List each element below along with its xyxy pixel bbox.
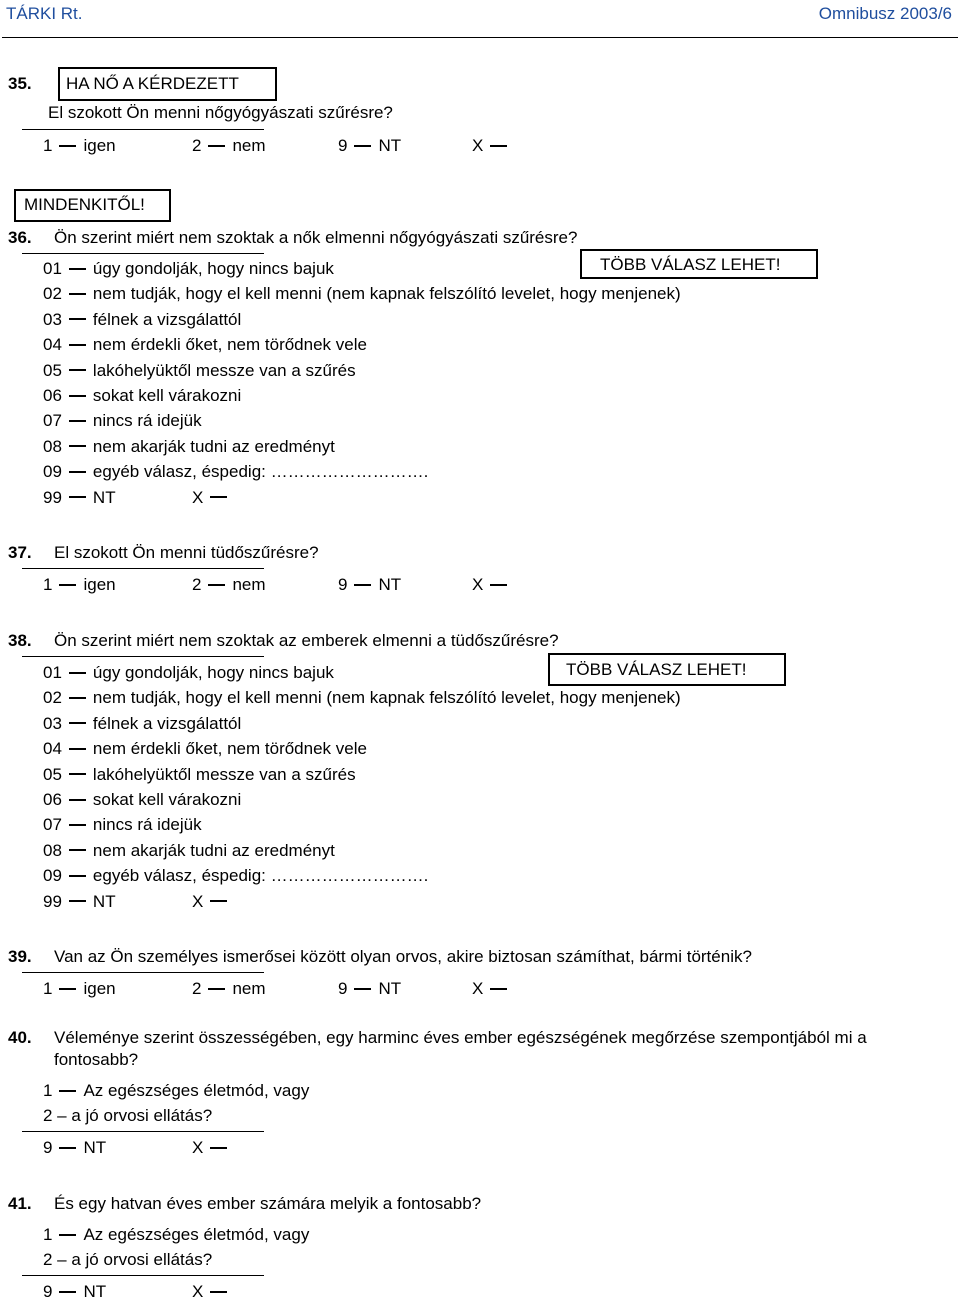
q38-option-label: félnek a vizsgálattól [92,713,242,733]
q41-rule [22,1275,264,1276]
q38-multi-note: TÖBB VÁLASZ LEHET! [566,660,747,679]
q37-opt-9-code: 9 [338,575,348,594]
q40-question-line2: fontosabb? [54,1050,139,1069]
dash [69,344,86,346]
q35-opt-x-code: X [472,136,484,155]
q36-option-label: NT [92,487,116,507]
dash [59,1234,76,1236]
q39-opt-9-code: 9 [338,979,348,998]
q40-opt-1-code: 1 [43,1081,53,1100]
dash [69,445,86,447]
dash [354,988,371,990]
q36-option-04[interactable] [43,335,367,355]
dash [69,799,86,801]
q35-instruction: HA NŐ A KÉRDEZETT [66,74,239,93]
q36-option-03[interactable] [43,310,241,330]
q39-question: Van az Ön személyes ismerősei között olyan orvos, akire biztosan számíthat, bármi történik? [54,947,752,966]
q37-opt-x[interactable] [472,575,514,595]
q36-option-07[interactable] [43,411,202,431]
dash [210,496,227,498]
q38-option-label: nem akarják tudni az eredményt [92,840,335,860]
q35-rule [22,129,264,130]
dash [69,773,86,775]
q37-opt-1-code: 1 [43,575,53,594]
q36-option-code: 09 [43,462,62,482]
q36-question: Ön szerint miért nem szoktak a nők elmenni nőgyógyászati szűrésre? [54,228,578,247]
q36-option-code: 06 [43,386,62,405]
q36-option-code: 02 [43,284,62,304]
q41-opt-1-label: Az egészséges életmód, vagy [83,1225,310,1244]
q35-opt-2-code: 2 [192,136,202,155]
q38-option-08[interactable] [43,841,335,861]
q38-option-06[interactable] [43,790,241,810]
q37-opt-1[interactable] [43,575,116,595]
dash [208,145,225,147]
dash [69,900,86,902]
q38-option-code: 04 [43,739,62,759]
dash [69,369,86,371]
q41-opt-2[interactable]: 2 – a jó orvosi ellátás? [43,1250,213,1269]
q35-opt-9-label: NT [378,136,402,155]
q39-opt-2-code: 2 [192,979,202,998]
q36-option-09[interactable] [43,462,428,482]
q36-instruction: MINDENKITŐL! [24,195,145,214]
q39-opt-1[interactable] [43,979,116,999]
q36-option-99[interactable] [43,488,116,508]
q41-opt-9-label: NT [83,1282,107,1301]
dash [210,1147,227,1149]
q38-question: Ön szerint miért nem szoktak az emberek elmenni a tüdőszűrésre? [54,631,559,650]
q37-opt-2-code: 2 [192,575,202,594]
q38-option-01[interactable] [43,663,334,683]
q36-option-label: egyéb válasz, éspedig: ………………………. [92,462,429,482]
q36-option-code: 04 [43,335,62,355]
q38-option-code: 03 [43,713,62,733]
q39-opt-1-label: igen [83,979,116,998]
q36-option-label: úgy gondolják, hogy nincs bajuk [92,259,334,278]
q37-opt-9-label: NT [378,575,402,594]
dash [210,900,227,902]
q41-opt-x-code: X [192,1282,204,1301]
q36-option-x[interactable] [192,488,234,508]
q36-option-code: 07 [43,411,62,431]
q40-opt-9-code: 9 [43,1138,53,1157]
q39-opt-x[interactable] [472,979,514,999]
q38-option-label: sokat kell várakozni [92,790,242,809]
q37-opt-2-label: nem [232,575,266,594]
q38-option-code: 07 [43,815,62,835]
q38-number: 38. [8,631,32,650]
q35-opt-x[interactable] [472,136,514,156]
q36-rule [22,253,264,254]
q37-opt-9[interactable] [338,575,401,595]
q41-opt-9-code: 9 [43,1282,53,1301]
q38-option-03[interactable] [43,714,241,734]
q36-option-06[interactable] [43,386,241,406]
dash [69,496,86,498]
dash [208,988,225,990]
q36-option-02[interactable] [43,284,681,304]
dash [490,988,507,990]
q38-option-code: 09 [43,866,62,886]
q40-opt-x-code: X [192,1138,204,1157]
dash [354,584,371,586]
q36-option-label: félnek a vizsgálattól [92,309,242,329]
q39-opt-9[interactable] [338,979,401,999]
q36-option-label: lakóhelyüktől messze van a szűrés [92,360,356,380]
q37-opt-x-code: X [472,575,484,594]
q38-option-code: 01 [43,663,62,682]
q40-opt-1-label: Az egészséges életmód, vagy [83,1081,310,1100]
q35-opt-1-label: igen [83,136,116,155]
q38-option-02[interactable] [43,688,681,708]
q38-option-code: 99 [43,891,62,911]
q39-opt-2-label: nem [232,979,266,998]
q36-option-label: nem tudják, hogy el kell menni (nem kapnak felszólító levelet, hogy menjenek) [92,284,681,304]
q38-option-05[interactable] [43,765,356,785]
q41-number: 41. [8,1194,32,1213]
q35-opt-9[interactable] [338,136,401,156]
q40-number: 40. [8,1028,32,1047]
q40-opt-1[interactable] [43,1081,309,1101]
q38-option-label: nincs rá idejük [92,815,202,835]
q36-number: 36. [8,228,32,247]
dash [69,748,86,750]
dash [210,1291,227,1293]
dash [69,849,86,851]
q38-option-99[interactable] [43,892,116,912]
q38-option-code: 02 [43,688,62,708]
q38-option-04[interactable] [43,739,367,759]
q39-rule [22,972,264,973]
dash [59,584,76,586]
q41-question: És egy hatvan éves ember számára melyik a fontosabb? [54,1194,482,1213]
q40-question-line1: Véleménye szerint összességében, egy harminc éves ember egészségének megőrzése szempontjából mi a [54,1028,867,1047]
q36-option-code: 01 [43,259,62,278]
q35-opt-9-code: 9 [338,136,348,155]
q36-option-label: sokat kell várakozni [92,386,242,405]
dash [69,875,86,877]
q41-opt-1-code: 1 [43,1225,53,1244]
q36-option-x-code: X [192,487,204,507]
q38-option-07[interactable] [43,815,202,835]
q36-option-code: 05 [43,360,62,380]
header-rule [2,37,958,38]
q40-opt-9-label: NT [83,1138,107,1157]
dash [59,145,76,147]
q37-opt-1-label: igen [83,575,116,594]
dash [69,824,86,826]
dash [59,988,76,990]
q36-option-05[interactable] [43,361,356,381]
q40-opt-2[interactable]: 2 – a jó orvosi ellátás? [43,1106,213,1125]
q39-opt-1-code: 1 [43,979,53,998]
q38-option-label: lakóhelyüktől messze van a szűrés [92,764,356,784]
q35-opt-2[interactable] [192,136,266,156]
q38-option-label: egyéb válasz, éspedig: ………………………. [92,866,429,886]
dash [69,420,86,422]
q38-option-label: nem érdekli őket, nem törődnek vele [92,739,367,759]
q39-opt-x-code: X [472,979,484,998]
dash [69,268,86,270]
q36-option-code: 03 [43,309,62,329]
header-right: Omnibusz 2003/6 [818,4,952,23]
header-left: TÁRKI Rt. [6,4,83,23]
q38-option-label: nem tudják, hogy el kell menni (nem kapnak felszólító levelet, hogy menjenek) [92,688,681,708]
dash [69,672,86,674]
q37-question: El szokott Ön menni tüdőszűrésre? [54,543,319,562]
q41-opt-x[interactable] [192,1282,234,1302]
dash [59,1147,76,1149]
q39-opt-9-label: NT [378,979,402,998]
q36-option-code: 99 [43,487,62,507]
q37-number: 37. [8,543,32,562]
q35-opt-1-code: 1 [43,136,53,155]
dash [59,1291,76,1293]
q36-option-label: nem akarják tudni az eredményt [92,436,335,456]
q38-option-x[interactable] [192,892,234,912]
q37-rule [22,568,264,569]
q36-option-01[interactable] [43,259,334,279]
dash [69,395,86,397]
q36-option-label: nincs rá idejük [92,411,202,431]
q38-option-x-code: X [192,891,204,911]
q35-opt-2-label: nem [232,136,266,155]
q41-opt-1[interactable] [43,1225,309,1245]
dash [69,471,86,473]
dash [490,145,507,147]
q35-question: El szokott Ön menni nőgyógyászati szűrésre? [48,103,393,122]
dash [208,584,225,586]
q35-opt-1[interactable] [43,136,116,156]
q36-multi-note: TÖBB VÁLASZ LEHET! [600,255,781,274]
dash [59,1090,76,1092]
q39-number: 39. [8,947,32,966]
q36-option-code: 08 [43,436,62,456]
dash [354,145,371,147]
q39-opt-2[interactable] [192,979,266,999]
q38-option-code: 05 [43,764,62,784]
q35-number: 35. [8,74,32,93]
q38-rule [22,656,264,657]
q38-option-label: úgy gondolják, hogy nincs bajuk [92,663,334,682]
q37-opt-2[interactable] [192,575,266,595]
q40-opt-x[interactable] [192,1138,234,1158]
q36-option-08[interactable] [43,437,335,457]
dash [490,584,507,586]
q40-opt-9[interactable] [43,1138,106,1158]
q36-option-label: nem érdekli őket, nem törődnek vele [92,335,367,355]
dash [69,697,86,699]
q38-option-09[interactable] [43,866,428,886]
q38-option-code: 08 [43,840,62,860]
q38-option-code: 06 [43,790,62,809]
dash [69,293,86,295]
q38-option-label: NT [92,891,116,911]
q41-opt-9[interactable] [43,1282,106,1302]
dash [69,318,86,320]
q40-rule [22,1131,264,1132]
dash [69,722,86,724]
